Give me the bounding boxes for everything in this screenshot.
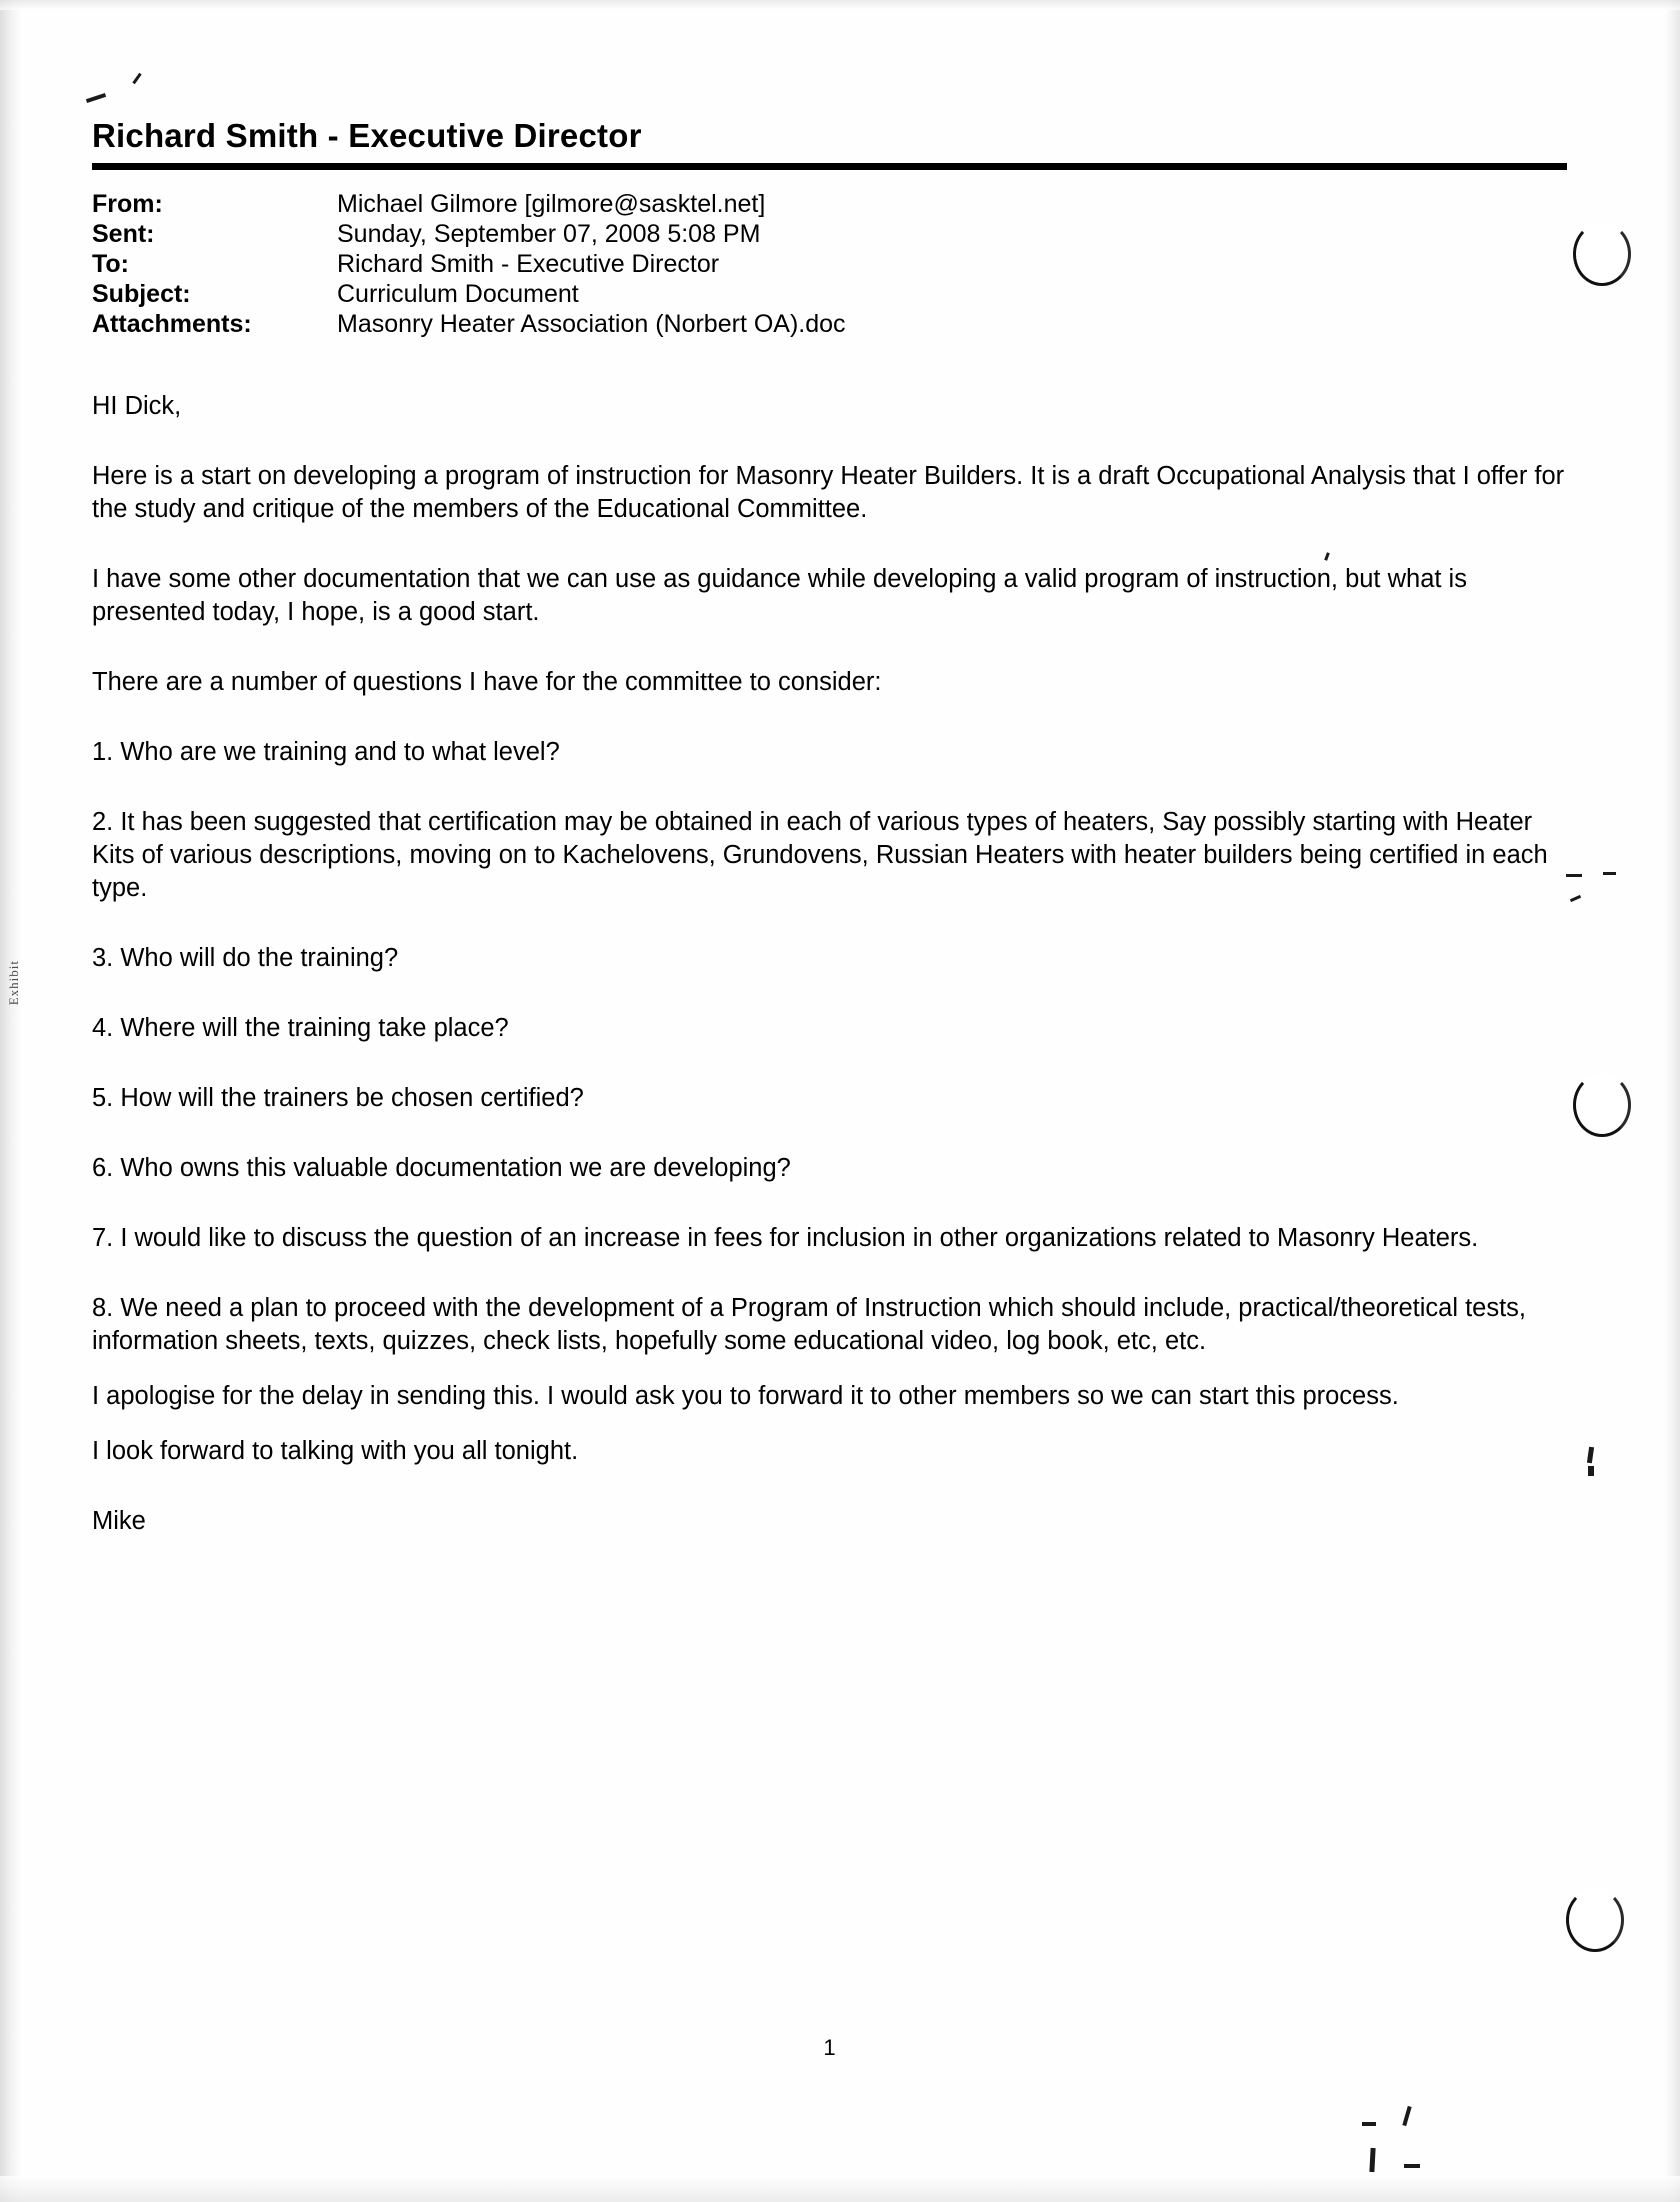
header-label-sent: Sent: — [92, 220, 155, 248]
header-value-attachments: Masonry Heater Association (Norbert OA).doc — [337, 310, 846, 338]
header-value-from: Michael Gilmore [gilmore@sasktel.net] — [337, 190, 766, 218]
header-value-subject: Curriculum Document — [337, 280, 579, 308]
hole-punch-mark — [1573, 1073, 1631, 1137]
scan-artifact — [1404, 2164, 1420, 2168]
margin-annotation: Exhibit — [6, 960, 21, 1006]
scan-artifact — [1402, 2106, 1411, 2126]
scan-edge-bottom — [0, 2176, 1680, 2202]
header-label-subject: Subject: — [92, 280, 191, 308]
question-5: 5. How will the trainers be chosen certified? — [92, 1084, 584, 1112]
paragraph-2: I have some other documentation that we can use as guidance while developing a valid program of instruction, but what is presented today, I hope, is a good start. — [92, 565, 1467, 626]
question-1: 1. Who are we training and to what level? — [92, 738, 560, 766]
question-8: 8. We need a plan to proceed with the development of a Program of Instruction which should include, practical/theoretical tests, information sheets, texts, quizzes, check lists, hopefully some educational video, log book, etc, etc. — [92, 1294, 1527, 1355]
scan-artifact — [1362, 2122, 1376, 2126]
question-4: 4. Where will the training take place? — [92, 1014, 509, 1042]
greeting: HI Dick, — [92, 392, 182, 420]
header-label-from: From: — [92, 190, 163, 218]
scan-artifact — [1588, 1466, 1594, 1476]
header-value-sent: Sunday, September 07, 2008 5:08 PM — [337, 220, 761, 248]
header-row-subject — [92, 280, 1492, 310]
email-body — [92, 390, 1572, 1563]
page-title: Richard Smith - Executive Director — [92, 117, 642, 154]
header-row-sent — [92, 220, 1492, 250]
email-header-fields — [92, 190, 1492, 340]
header-label-to: To: — [92, 250, 130, 278]
signature: Mike — [92, 1507, 146, 1535]
scan-edge-right — [1664, 0, 1680, 2202]
question-3: 3. Who will do the training? — [92, 944, 399, 972]
paragraph-3: There are a number of questions I have for the committee to consider: — [92, 668, 882, 696]
scan-artifact — [1603, 872, 1616, 875]
header-value-to: Richard Smith - Executive Director — [337, 250, 720, 278]
title-divider — [92, 163, 1567, 170]
scan-artifact — [86, 93, 106, 103]
question-2: 2. It has been suggested that certification may be obtained in each of various types of heaters, Say possibly starting with Heater Kits of various descriptions, moving on to Kachelovens, Grundovens, Russian Heaters with heater builders being certified in each type. — [92, 808, 1548, 902]
scan-edge-left — [0, 0, 22, 2202]
question-7: 7. I would like to discuss the question of an increase in fees for inclusion in other organizations related to Masonry Heaters. — [92, 1224, 1479, 1252]
page-number: 1 — [823, 2035, 836, 2060]
closing-paragraph-1: I apologise for the delay in sending this. I would ask you to forward it to other members so we can start this process. — [92, 1382, 1399, 1410]
scan-artifact — [1587, 1447, 1594, 1464]
header-row-to — [92, 250, 1492, 280]
scan-artifact — [132, 73, 141, 85]
scan-edge-top — [0, 0, 1680, 10]
question-6: 6. Who owns this valuable documentation we are developing? — [92, 1154, 791, 1182]
hole-punch-mark — [1566, 1888, 1624, 1952]
paragraph-1: Here is a start on developing a program of instruction for Masonry Heater Builders. It is a draft Occupational Analysis that I offer for the study and critique of the members of the Educational Committee. — [92, 462, 1565, 523]
scan-artifact — [1369, 2148, 1375, 2172]
header-label-attachments: Attachments: — [92, 310, 252, 338]
header-row-from — [92, 190, 1492, 220]
header-row-attachments — [92, 310, 1492, 340]
closing-paragraph-2: I look forward to talking with you all tonight. — [92, 1437, 579, 1465]
hole-punch-mark — [1573, 222, 1631, 286]
